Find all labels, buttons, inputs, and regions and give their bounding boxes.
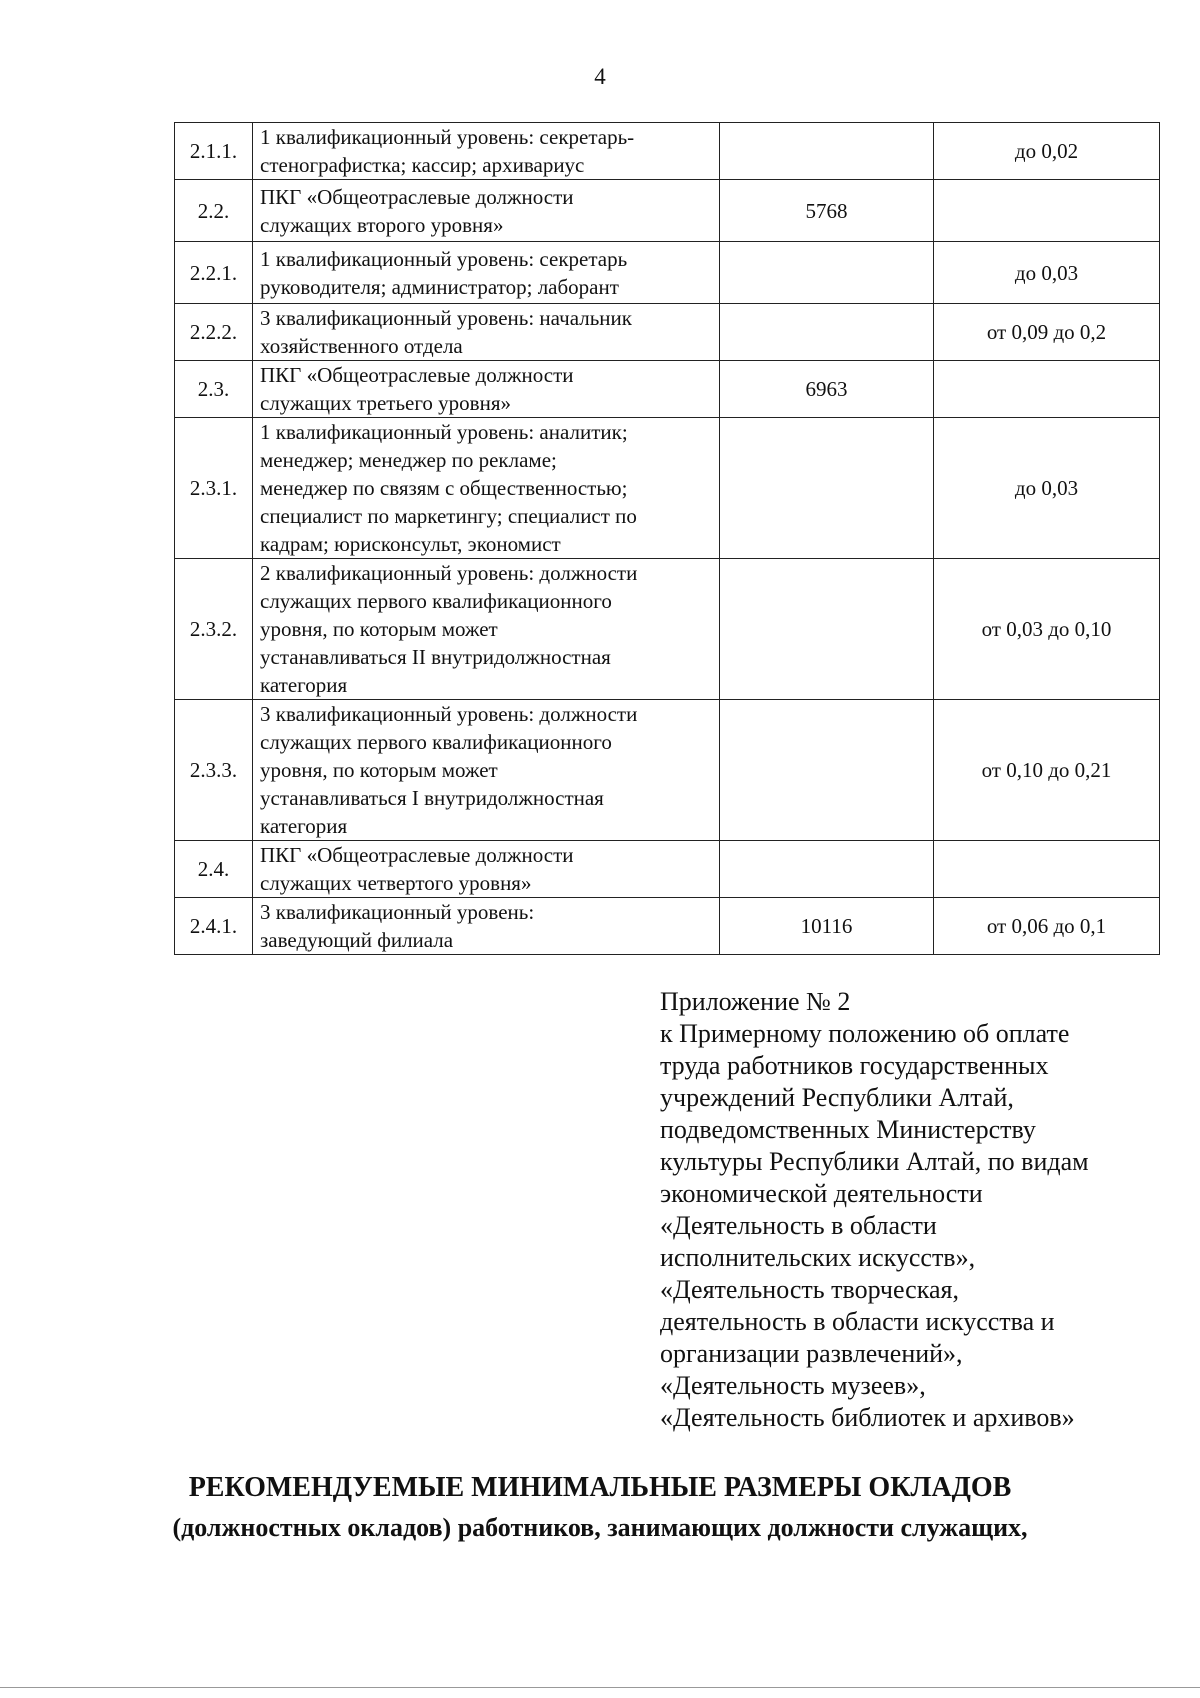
table-row bbox=[175, 841, 1160, 898]
position-name-line: ПКГ «Общеотраслевые должности bbox=[260, 843, 574, 867]
row-coefficient: от 0,09 до 0,2 bbox=[934, 304, 1160, 361]
position-name-line: ПКГ «Общеотраслевые должности bbox=[260, 363, 574, 387]
appendix-line: к Примерному положению об оплате bbox=[660, 1019, 1070, 1048]
row-coefficient bbox=[934, 180, 1160, 242]
position-name-line: 3 квалификационный уровень: начальник bbox=[260, 306, 632, 330]
row-number: 2.3.1. bbox=[175, 418, 253, 559]
row-base-salary bbox=[720, 700, 934, 841]
appendix-line: «Деятельность музеев», bbox=[660, 1371, 926, 1400]
position-name-line: служащих четвертого уровня» bbox=[260, 871, 532, 895]
position-name-line: 1 квалификационный уровень: секретарь- bbox=[260, 125, 635, 149]
row-base-salary: 10116 bbox=[720, 898, 934, 955]
heading-line-1: РЕКОМЕНДУЕМЫЕ МИНИМАЛЬНЫЕ РАЗМЕРЫ ОКЛАДОВ bbox=[188, 1472, 1012, 1503]
row-number: 2.2.1. bbox=[175, 242, 253, 304]
table-row bbox=[175, 242, 1160, 304]
appendix-line: исполнительских искусств», bbox=[660, 1243, 976, 1272]
table-row bbox=[175, 180, 1160, 242]
row-number: 2.3.2. bbox=[175, 559, 253, 700]
row-number: 2.4.1. bbox=[175, 898, 253, 955]
row-coefficient: от 0,10 до 0,21 bbox=[934, 700, 1160, 841]
position-name-line: служащих третьего уровня» bbox=[260, 391, 511, 415]
appendix-line: организации развлечений», bbox=[660, 1339, 963, 1368]
position-name-line: 1 квалификационный уровень: секретарь bbox=[260, 246, 628, 271]
appendix-line: культуры Республики Алтай, по видам bbox=[660, 1147, 1089, 1176]
row-base-salary bbox=[720, 123, 934, 180]
table-row bbox=[175, 559, 1160, 700]
row-coefficient bbox=[934, 841, 1160, 898]
position-name-line: 1 квалификационный уровень: аналитик; bbox=[260, 420, 628, 444]
row-coefficient: до 0,02 bbox=[934, 123, 1160, 180]
position-name-line: категория bbox=[260, 673, 348, 697]
position-name-line: устанавливаться I внутридолжностная bbox=[260, 786, 604, 810]
heading-line-2: (должностных окладов) работников, занимающих должности служащих, bbox=[172, 1513, 1028, 1542]
appendix-line: деятельность в области искусства и bbox=[660, 1307, 1055, 1336]
position-name-line: специалист по маркетингу; специалист по bbox=[260, 504, 637, 528]
row-position-name bbox=[253, 559, 720, 700]
appendix-block bbox=[660, 986, 1160, 1434]
row-position-name bbox=[253, 180, 720, 242]
position-name-line: стенографистка; кассир; архивариус bbox=[260, 153, 585, 177]
row-coefficient: до 0,03 bbox=[934, 418, 1160, 559]
section-heading bbox=[0, 1468, 1200, 1548]
row-number: 2.3. bbox=[175, 361, 253, 418]
row-number: 2.3.3. bbox=[175, 700, 253, 841]
position-name-line: ПКГ «Общеотраслевые должности bbox=[260, 184, 574, 209]
position-name-line: руководителя; администратор; лаборант bbox=[260, 274, 619, 299]
row-base-salary: 6963 bbox=[720, 361, 934, 418]
salary-table-body bbox=[175, 123, 1160, 955]
appendix-line: учреждений Республики Алтай, bbox=[660, 1083, 1014, 1112]
position-name-line: хозяйственного отдела bbox=[260, 334, 463, 358]
row-base-salary bbox=[720, 304, 934, 361]
row-position-name bbox=[253, 898, 720, 955]
row-base-salary bbox=[720, 841, 934, 898]
row-number: 2.2.2. bbox=[175, 304, 253, 361]
row-position-name bbox=[253, 361, 720, 418]
table-row bbox=[175, 898, 1160, 955]
table-row bbox=[175, 418, 1160, 559]
table-row bbox=[175, 123, 1160, 180]
position-name-line: 3 квалификационный уровень: bbox=[260, 900, 535, 924]
appendix-line: труда работников государственных bbox=[660, 1051, 1049, 1080]
position-name-line: уровня, по которым может bbox=[260, 617, 498, 641]
position-name-line: устанавливаться II внутридолжностная bbox=[260, 645, 611, 669]
position-name-line: менеджер; менеджер по рекламе; bbox=[260, 448, 557, 472]
row-coefficient: от 0,03 до 0,10 bbox=[934, 559, 1160, 700]
page-number: 4 bbox=[594, 64, 606, 89]
appendix-line: подведомственных Министерству bbox=[660, 1115, 1036, 1144]
position-name-line: менеджер по связям с общественностью; bbox=[260, 476, 628, 500]
row-position-name bbox=[253, 242, 720, 304]
row-position-name bbox=[253, 123, 720, 180]
appendix-line: «Деятельность библиотек и архивов» bbox=[660, 1403, 1075, 1432]
row-position-name bbox=[253, 841, 720, 898]
row-position-name bbox=[253, 418, 720, 559]
table-row bbox=[175, 361, 1160, 418]
row-base-salary bbox=[720, 559, 934, 700]
position-name-line: служащих первого квалификационного bbox=[260, 589, 612, 613]
table-row bbox=[175, 304, 1160, 361]
position-name-line: служащих второго уровня» bbox=[260, 212, 504, 237]
position-name-line: 3 квалификационный уровень: должности bbox=[260, 702, 638, 726]
row-number: 2.1.1. bbox=[175, 123, 253, 180]
row-coefficient bbox=[934, 361, 1160, 418]
appendix-line: «Деятельность в области bbox=[660, 1211, 937, 1240]
position-name-line: служащих первого квалификационного bbox=[260, 730, 612, 754]
position-name-line: уровня, по которым может bbox=[260, 758, 498, 782]
table-row bbox=[175, 700, 1160, 841]
scan-edge-line bbox=[0, 1687, 1200, 1688]
row-base-salary: 5768 bbox=[720, 180, 934, 242]
row-base-salary bbox=[720, 418, 934, 559]
row-number: 2.4. bbox=[175, 841, 253, 898]
position-name-line: категория bbox=[260, 814, 348, 838]
position-name-line: кадрам; юрисконсульт, экономист bbox=[260, 532, 561, 556]
row-base-salary bbox=[720, 242, 934, 304]
position-name-line: 2 квалификационный уровень: должности bbox=[260, 561, 638, 585]
row-position-name bbox=[253, 700, 720, 841]
position-name-line: заведующий филиала bbox=[260, 928, 454, 952]
appendix-line: экономической деятельности bbox=[660, 1179, 983, 1208]
row-position-name bbox=[253, 304, 720, 361]
row-coefficient: от 0,06 до 0,1 bbox=[934, 898, 1160, 955]
appendix-line: «Деятельность творческая, bbox=[660, 1275, 959, 1304]
appendix-title: Приложение № 2 bbox=[660, 987, 851, 1016]
row-coefficient: до 0,03 bbox=[934, 242, 1160, 304]
row-number: 2.2. bbox=[175, 180, 253, 242]
salary-table bbox=[174, 122, 1160, 955]
